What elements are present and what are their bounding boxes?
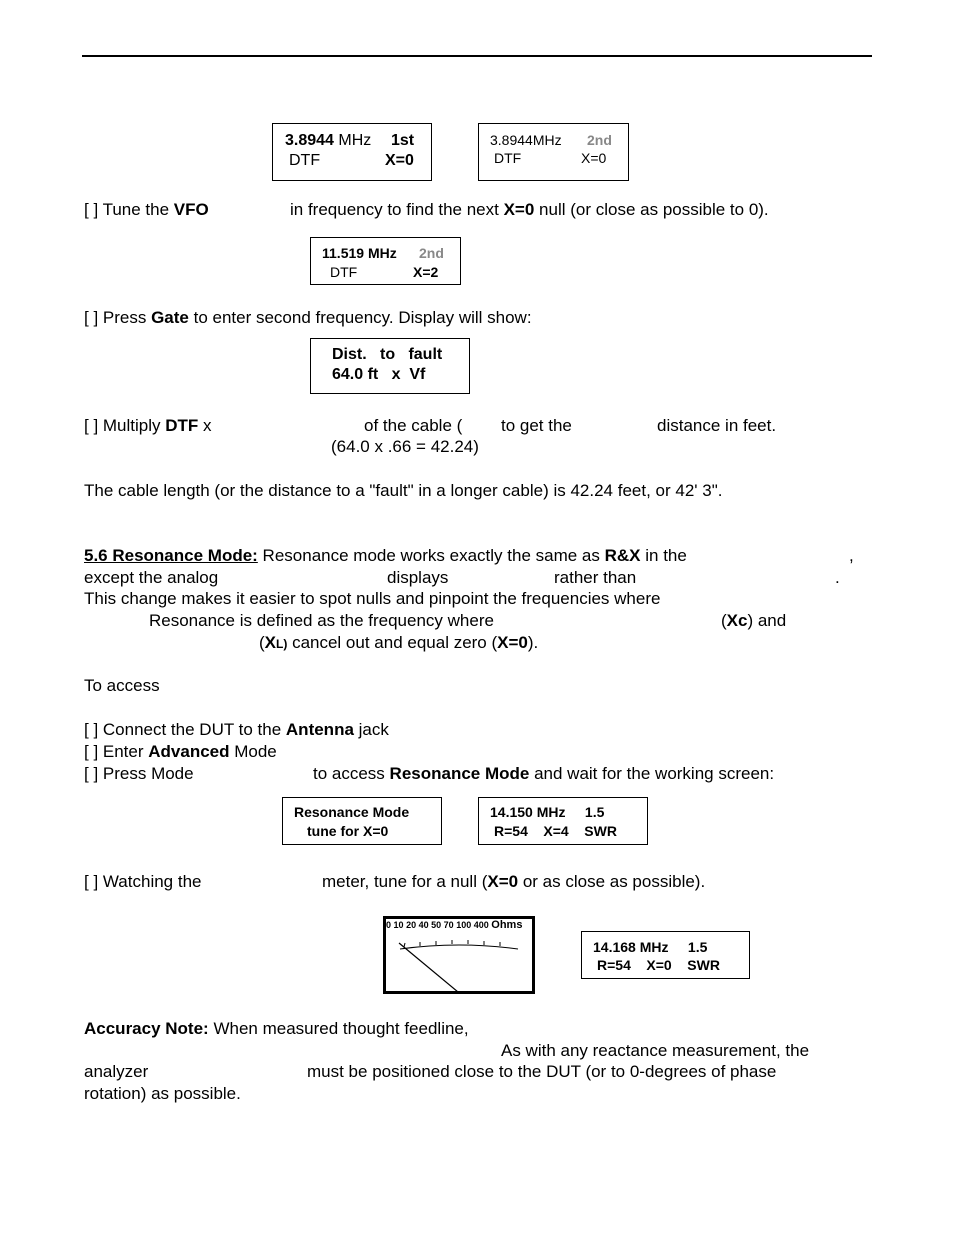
watching-step: [ ] Watching the <box>84 872 202 891</box>
lcd-right: X=2 <box>413 264 439 280</box>
resonance-line-2d: . <box>835 568 840 587</box>
multiply-step-get: to get the <box>501 416 572 435</box>
cable-length-paragraph: The cable length (or the distance to a "fault" in a longer cable) is 42.24 feet, or 42' 3". <box>84 481 723 500</box>
lcd-line-2: tune for X=0 <box>307 823 389 839</box>
accuracy-note-line-3b: must be positioned close to the DUT (or to 0-degrees of phase <box>307 1062 777 1081</box>
meter-scale-label: 400 <box>473 920 489 930</box>
meter-scale-label: 50 <box>431 920 442 930</box>
lcd-display-second-freq <box>310 237 461 285</box>
accuracy-note-line-4: rotation) as possible. <box>84 1084 241 1103</box>
lcd-line-2: 64.0 ft x Vf <box>332 366 426 383</box>
press-mode-step-cont: to access Resonance Mode and wait for the working screen: <box>313 764 775 783</box>
meter-unit-label: Ohms <box>491 919 523 931</box>
meter-scale-label: 20 <box>406 920 417 930</box>
meter-scale-label: 100 <box>456 920 472 930</box>
multiply-step-mid: of the cable ( <box>364 416 463 435</box>
lcd-line-2: R=54 X=4 SWR <box>494 823 617 839</box>
resonance-line-2a: except the analog <box>84 568 219 587</box>
lcd-line-1: 14.150 MHz 1.5 <box>490 804 605 820</box>
lcd-line-2: R=54 X=0 SWR <box>597 957 720 973</box>
lcd-display-resonance-mode <box>282 797 442 845</box>
lcd-display-working-x4 <box>478 797 648 845</box>
lcd-line-1: Dist. to fault <box>332 346 443 363</box>
accuracy-note-line-3a: analyzer <box>84 1062 149 1081</box>
tune-vfo-step: [ ] Tune the VFO <box>84 200 209 219</box>
resonance-line-2b: displays <box>387 568 449 587</box>
watching-step-cont: meter, tune for a null (X=0 or as close as possible). <box>322 872 706 891</box>
multiply-step-end: distance in feet. <box>657 416 777 435</box>
lcd-display-1st <box>272 123 432 181</box>
resonance-line-2c: rather than <box>554 568 637 587</box>
multiply-step: [ ] Multiply DTF x <box>84 416 212 435</box>
section-heading: 5.6 Resonance Mode: <box>84 546 258 565</box>
lcd-display-distance <box>310 338 470 394</box>
meter-face <box>386 919 532 991</box>
lcd-left: DTF <box>330 264 358 280</box>
lcd-left: DTF <box>494 150 522 166</box>
lcd-freq: 3.8944 <box>285 132 334 149</box>
lcd-line-1: Resonance Mode <box>294 804 410 820</box>
press-gate-step: [ ] Press Gate to enter second frequency. Display will show: <box>84 308 532 327</box>
meter-scale-label: 0 <box>386 920 392 930</box>
press-mode-step: [ ] Press Mode <box>84 764 194 783</box>
accuracy-note-line-1: Accuracy Note: When measured thought feedline, <box>84 1019 469 1038</box>
resonance-line-5: (XL) cancel out and equal zero (X=0). <box>259 633 539 652</box>
lcd-display-working-x0 <box>581 931 750 979</box>
resonance-heading-line: 5.6 Resonance Mode: Resonance mode works exactly the same as R&X in the <box>84 546 687 565</box>
lcd-right: X=0 <box>385 152 414 169</box>
lcd-display-2nd <box>478 123 629 181</box>
lcd-line-1: 14.168 MHz 1.5 <box>593 939 708 955</box>
lcd-tag: 2nd <box>419 245 444 261</box>
lcd-unit: MHz <box>338 132 372 149</box>
resonance-line-4a: Resonance is defined as the frequency where <box>149 611 494 630</box>
resonance-line-4b: (Xc) and <box>721 611 787 630</box>
header-rule <box>82 55 872 57</box>
meter-scale-label: 70 <box>443 920 454 930</box>
advanced-step: [ ] Enter Advanced Mode <box>84 742 277 761</box>
calculation: (64.0 x .66 = 42.24) <box>331 437 479 456</box>
lcd-right: X=0 <box>581 150 607 166</box>
meter-scale-label: 40 <box>418 920 429 930</box>
meter-tick <box>404 943 405 947</box>
meter-scale-label: 10 <box>393 920 404 930</box>
meter-needle <box>399 943 458 991</box>
lcd-freq: 3.8944MHz <box>490 132 562 148</box>
analog-meter <box>383 916 535 994</box>
tune-vfo-step-cont: in frequency to find the next X=0 null (or close as possible to 0). <box>290 200 769 219</box>
lcd-freq: 11.519 MHz <box>322 245 397 261</box>
accuracy-note-line-2: As with any reactance measurement, the <box>501 1041 810 1060</box>
lcd-left: DTF <box>289 152 321 169</box>
resonance-line-3: This change makes it easier to spot nulls and pinpoint the frequencies where <box>84 589 661 608</box>
resonance-comma: , <box>849 546 854 565</box>
to-access: To access <box>84 676 160 695</box>
connect-step: [ ] Connect the DUT to the Antenna jack <box>84 720 389 739</box>
lcd-tag: 2nd <box>587 132 612 148</box>
lcd-tag: 1st <box>391 132 415 149</box>
